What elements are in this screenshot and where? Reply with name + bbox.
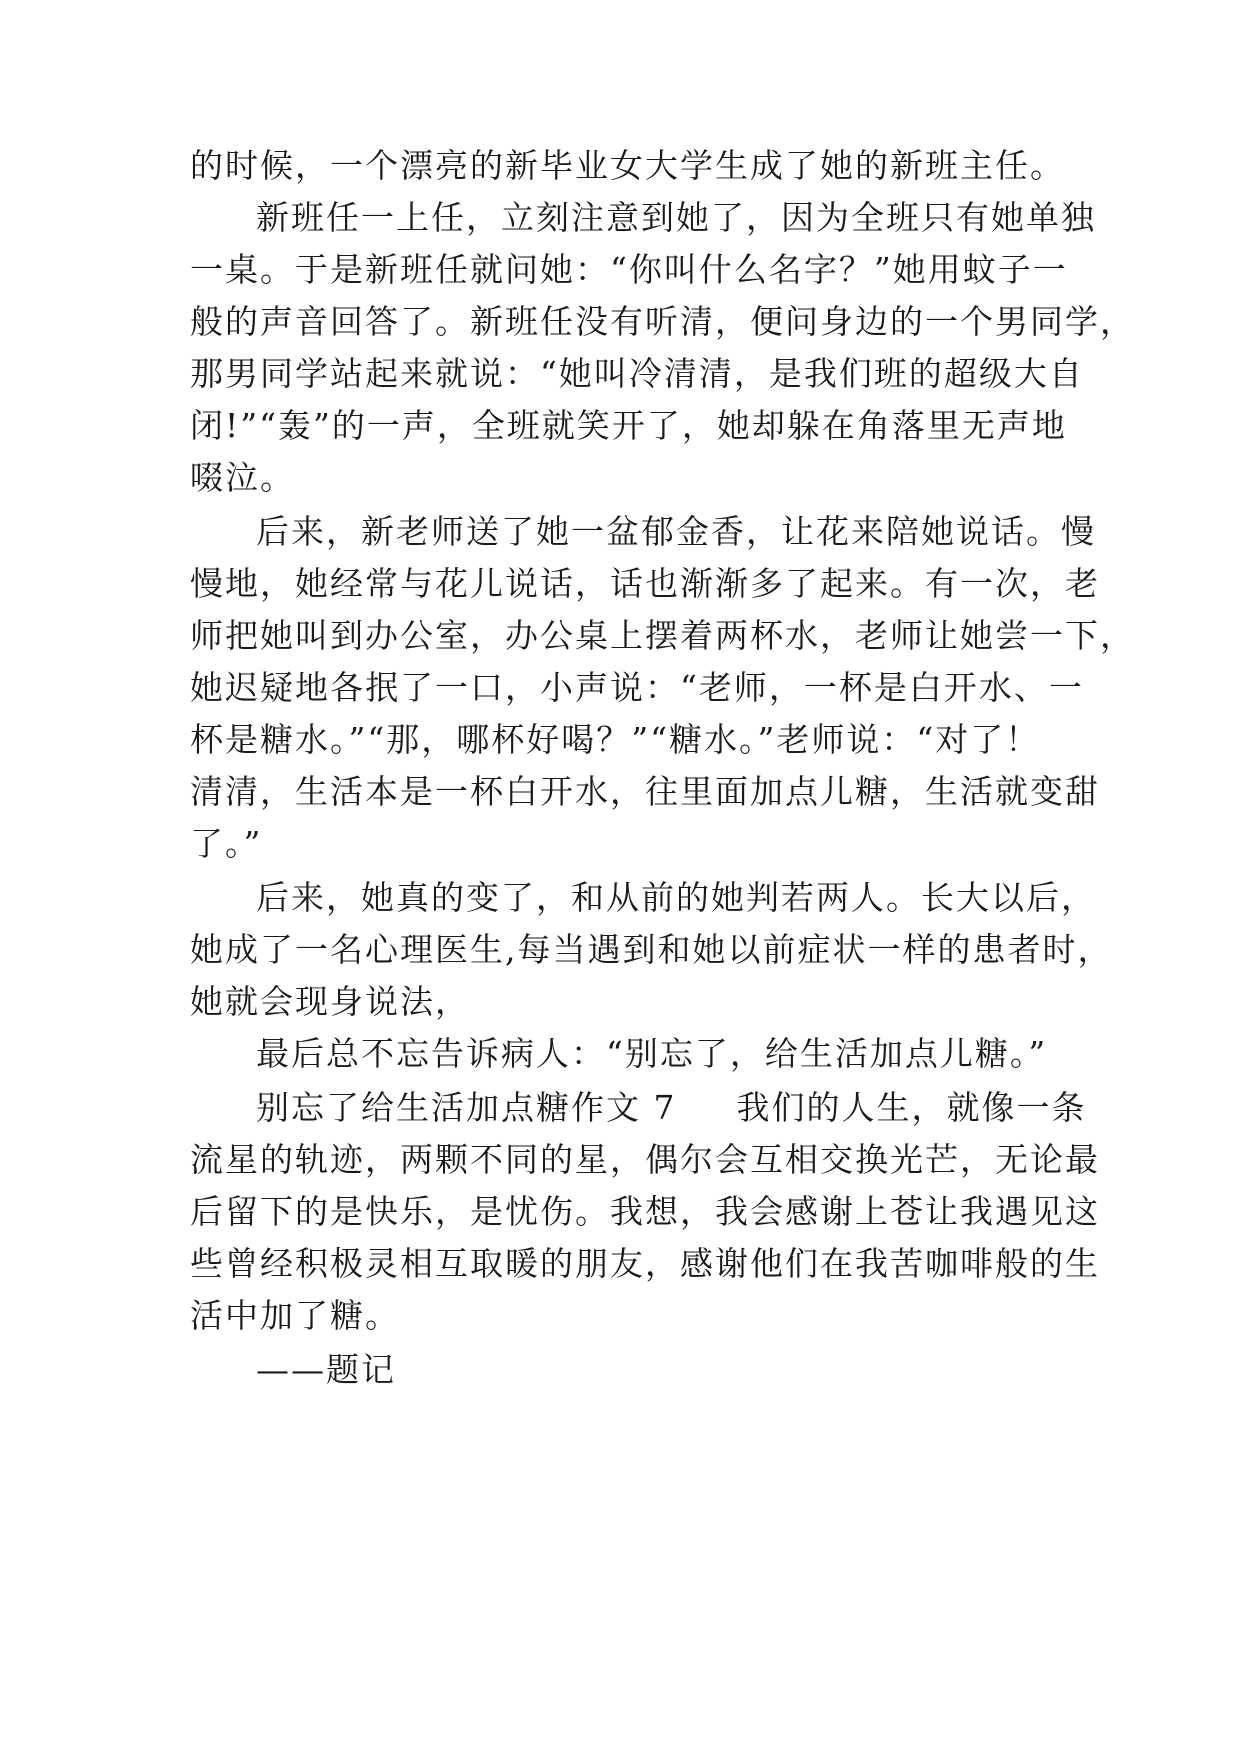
text-segment: 我们的人生，就像一条 [736,1088,1087,1127]
text-line: 后留下的是快乐，是忧伤。我想，我会感谢上苍让我遇见这 [190,1192,1100,1231]
text-line: 啜泣。 [190,458,295,497]
text-line: 她成了一名心理医生,每当遇到和她以前症状一样的患者时， [190,930,1113,969]
paragraph-start: 后来，新老师送了她一盆郁金香，让花来陪她说话。慢 [256,512,1096,551]
text-line: 那男同学站起来就说：“她叫冷清清，是我们班的超级大自 [190,354,1084,393]
text-line: 了。” [190,824,263,863]
text-line: 她就会现身说法， [190,982,470,1021]
epigraph-signature: ——题记 [256,1350,396,1389]
paragraph-start: 最后总不忘告诉病人：“别忘了，给生活加点儿糖。” [256,1034,1048,1073]
essay-title: 别忘了给生活加点糖作文 7 [256,1088,677,1127]
text-line: 杯是糖水。”“那，哪杯好喝？”“糖水。”老师说：“对了！ [190,720,1041,759]
text-line: 清清，生活本是一杯白开水，往里面加点儿糖，生活就变甜 [190,772,1100,811]
text-line: 般的声音回答了。新班任没有听清，便问身边的一个男同学， [190,302,1135,341]
text-line: 活中加了糖。 [190,1296,400,1335]
essay-heading-line [256,1088,1087,1128]
text-line: 流星的轨迹，两颗不同的星，偶尔会互相交换光芒，无论最 [190,1140,1100,1179]
text-line: 师把她叫到办公室，办公桌上摆着两杯水，老师让她尝一下， [190,616,1135,655]
text-line: 闭!”“轰”的一声，全班就笑开了，她却躲在角落里无声地 [190,406,1067,445]
text-line: 些曾经积极灵相互取暖的朋友，感谢他们在我苦咖啡般的生 [190,1244,1100,1283]
text-line: 慢地，她经常与花儿说话，话也渐渐多了起来。有一次，老 [190,564,1100,603]
paragraph-start: 后来，她真的变了，和从前的她判若两人。长大以后， [256,878,1096,917]
text-line: 的时候，一个漂亮的新毕业女大学生成了她的新班主任。 [190,146,1065,185]
text-line: 一桌。于是新班任就问她：“你叫什么名字？”她用蚊子一 [190,250,1068,289]
paragraph-start: 新班任一上任，立刻注意到她了，因为全班只有她单独 [256,198,1096,237]
text-line: 她迟疑地各抿了一口，小声说：“老师，一杯是白开水、一 [190,668,1084,707]
